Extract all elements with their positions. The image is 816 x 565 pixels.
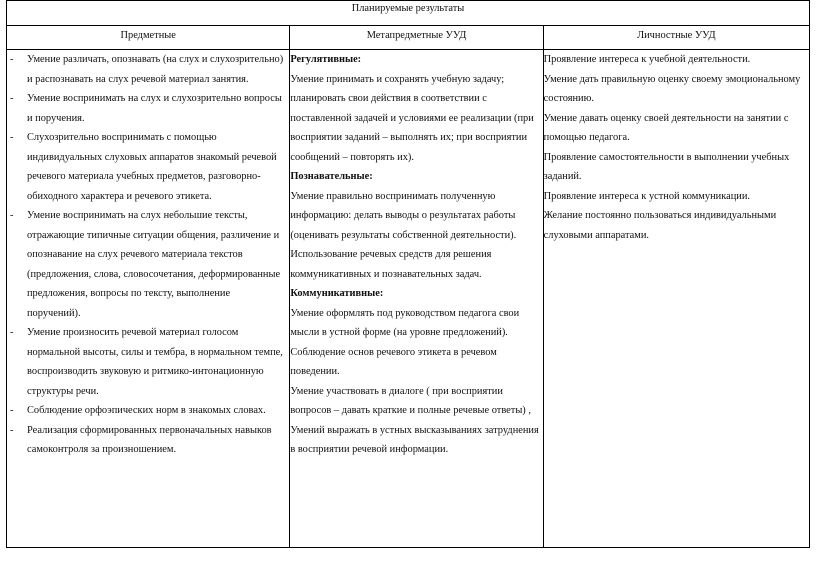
meta-results-cell bbox=[290, 50, 543, 548]
list-item bbox=[7, 50, 289, 89]
personal-text: Проявление самостоятельности в выполнении учебных заданий. bbox=[543, 151, 790, 182]
list-item-text: Соблюдение орфоэпических норм в знакомых словах. bbox=[27, 405, 266, 416]
subject-results-cell bbox=[7, 50, 290, 548]
header-subject: Предметные bbox=[7, 26, 290, 50]
list-item-text: Реализация сформированных первоначальных навыков самоконтроля за произношением. bbox=[27, 424, 272, 455]
list-marker: - bbox=[10, 424, 14, 436]
list-item bbox=[7, 421, 289, 460]
personal-text: Умение дать правильную оценку своему эмоциональному состоянию. bbox=[543, 73, 801, 104]
communicative-text: Соблюдение основ речевого этикета в речевом поведении. bbox=[290, 346, 497, 377]
communicative-text: Умение участвовать в диалоге ( при восприятии вопросов – давать краткие и полные речевые ответы) , bbox=[290, 385, 531, 416]
table-title: Планируемые результаты bbox=[7, 1, 810, 26]
list-marker: - bbox=[10, 93, 14, 104]
personal-text: Проявление интереса к учебной деятельности. bbox=[543, 54, 751, 65]
list-item-text: Умение произносить речевой материал голосом нормальной высоты, силы и тембра, в нормальном темпе, воспроизводить звуковую и ритмико-интонационную структуры речи. bbox=[27, 327, 283, 397]
communicative-text: Умений выражать в устных высказываниях затруднения в восприятии речевой информации. bbox=[290, 424, 539, 455]
list-item-text: Умение различать, опознавать (на слух и слухозрительно) и распознавать на слух речевой материал занятия. bbox=[27, 54, 284, 85]
cognitive-text: Использование речевых средств для решения коммуникативных и познавательных задач. bbox=[290, 249, 492, 280]
cognitive-heading: Познавательные: bbox=[290, 171, 373, 182]
personal-text: Проявление интереса к устной коммуникации. bbox=[543, 190, 750, 202]
list-marker: - bbox=[10, 327, 14, 338]
list-item-text: Слухозрительно воспринимать с помощью индивидуальных слуховых аппаратов знакомый речевой речевого материала учебных предметов, разговорно-обиходного характера и речевого этикета. bbox=[27, 132, 277, 202]
communicative-text: Умение оформлять под руководством педагога свои мысли в устной форме (на уровне предложений). bbox=[290, 307, 520, 338]
list-item bbox=[7, 89, 289, 128]
list-item-text: Умение воспринимать на слух и слухозрительно вопросы и поручения. bbox=[27, 93, 282, 124]
list-item bbox=[7, 128, 289, 206]
personal-text: Желание постоянно пользоваться индивидуальными слуховыми аппаратами. bbox=[543, 210, 777, 241]
communicative-heading: Коммуникативные: bbox=[290, 288, 384, 299]
regulatory-text: Умение принимать и сохранять учебную задачу; планировать свои действия в соответствии с поставленной задачей и условиями ее реализации (при восприятии заданий – выполнять их; при восприятии сообщений – повторять их). bbox=[290, 73, 534, 163]
list-item bbox=[7, 323, 289, 401]
cognitive-text: Умение правильно воспринимать полученную информацию: делать выводы о результатах работы (оценивать результаты собственной деятельности). bbox=[290, 190, 517, 241]
planned-results-table bbox=[6, 0, 810, 548]
list-marker: - bbox=[10, 210, 14, 221]
regulatory-heading: Регулятивные: bbox=[290, 54, 362, 65]
list-marker: - bbox=[10, 405, 14, 416]
list-item bbox=[7, 206, 289, 323]
list-marker: - bbox=[10, 132, 14, 143]
personal-text: Умение давать оценку своей деятельности на занятии с помощью педагога. bbox=[543, 112, 789, 143]
list-item bbox=[7, 401, 289, 421]
header-personal: Личностные УУД bbox=[543, 26, 809, 50]
personal-results-cell bbox=[543, 50, 809, 548]
subject-results-list bbox=[7, 50, 289, 460]
header-meta: Метапредметные УУД bbox=[290, 26, 543, 50]
list-item-text: Умение воспринимать на слух небольшие тексты, отражающие типичные ситуации общения, различение и опознавание на слух речевого материала текстов (предложения, слова, словосочетания, деформированные предложения, вопросы по тексту, выполнение поручений). bbox=[27, 210, 281, 319]
list-marker: - bbox=[10, 54, 14, 65]
